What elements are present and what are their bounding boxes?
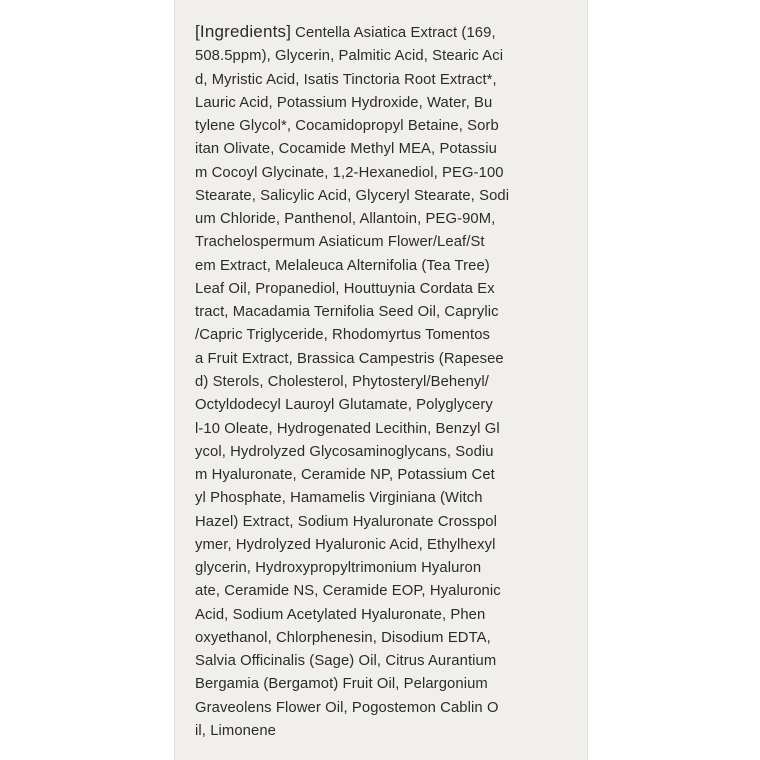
ingredient-line: Acid, Sodium Acetylated Hyaluronate, Phen xyxy=(195,606,486,623)
ingredient-line: tract, Macadamia Ternifolia Seed Oil, Caprylic xyxy=(195,304,499,321)
ingredient-line: ycol, Hydrolyzed Glycosaminoglycans, Sodiu xyxy=(195,443,494,460)
ingredient-line: il, Limonene xyxy=(195,722,276,739)
ingredient-line: Hazel) Extract, Sodium Hyaluronate Crosspol xyxy=(195,513,498,530)
ingredient-list xyxy=(195,20,571,743)
ingredient-line: yl Phosphate, Hamamelis Virginiana (Witch xyxy=(195,490,483,507)
ingredient-line: m Cocoyl Glycinate, 1,2-Hexanediol, PEG-100 xyxy=(195,164,504,181)
ingredient-line: d) Sterols, Cholesterol, Phytosteryl/Behenyl/ xyxy=(195,373,489,390)
ingredient-line: um Chloride, Panthenol, Allantoin, PEG-90M, xyxy=(195,211,496,228)
ingredient-line: glycerin, Hydroxypropyltrimonium Hyaluron xyxy=(195,560,482,577)
ingredient-line: m Hyaluronate, Ceramide NP, Potassium Cet xyxy=(195,467,495,484)
ingredient-line: Lauric Acid, Potassium Hydroxide, Water, Bu xyxy=(195,94,493,111)
ingredient-line: ymer, Hydrolyzed Hyaluronic Acid, Ethylhexyl xyxy=(195,536,496,553)
ingredient-line: Octyldodecyl Lauroyl Glutamate, Polyglycery xyxy=(195,397,493,414)
ingredient-line: /Capric Triglyceride, Rhodomyrtus Tomentos xyxy=(195,327,491,344)
ingredient-line: Stearate, Salicylic Acid, Glyceryl Stearate, Sodi xyxy=(195,187,510,204)
ingredient-line xyxy=(195,20,571,45)
ingredient-line: d, Myristic Acid, Isatis Tinctoria Root Extract*, xyxy=(195,71,497,88)
ingredient-line: oxyethanol, Chlorphenesin, Disodium EDTA, xyxy=(195,629,491,646)
ingredient-line: Salvia Officinalis (Sage) Oil, Citrus Aurantium xyxy=(195,653,497,670)
ingredient-line: em Extract, Melaleuca Alternifolia (Tea Tree) xyxy=(195,257,490,274)
ingredient-line: a Fruit Extract, Brassica Campestris (Rapesee xyxy=(195,350,504,367)
ingredient-line-text: Centella Asiatica Extract (169, xyxy=(295,25,496,41)
ingredient-line: l-10 Oleate, Hydrogenated Lecithin, Benzyl Gl xyxy=(195,420,500,437)
ingredient-line: Graveolens Flower Oil, Pogostemon Cablin O xyxy=(195,699,499,716)
ingredient-line: Bergamia (Bergamot) Fruit Oil, Pelargonium xyxy=(195,676,488,693)
ingredients-heading: [Ingredients] xyxy=(195,22,292,41)
ingredient-line: tylene Glycol*, Cocamidopropyl Betaine, Sorb xyxy=(195,118,499,135)
ingredient-line: Trachelospermum Asiaticum Flower/Leaf/St xyxy=(195,234,485,251)
ingredient-line: ate, Ceramide NS, Ceramide EOP, Hyaluronic xyxy=(195,583,501,600)
ingredient-line: itan Olivate, Cocamide Methyl MEA, Potassiu xyxy=(195,141,498,158)
ingredient-line: Leaf Oil, Propanediol, Houttuynia Cordata Ex xyxy=(195,280,495,297)
ingredient-line: 508.5ppm), Glycerin, Palmitic Acid, Stearic Aci xyxy=(195,48,504,65)
